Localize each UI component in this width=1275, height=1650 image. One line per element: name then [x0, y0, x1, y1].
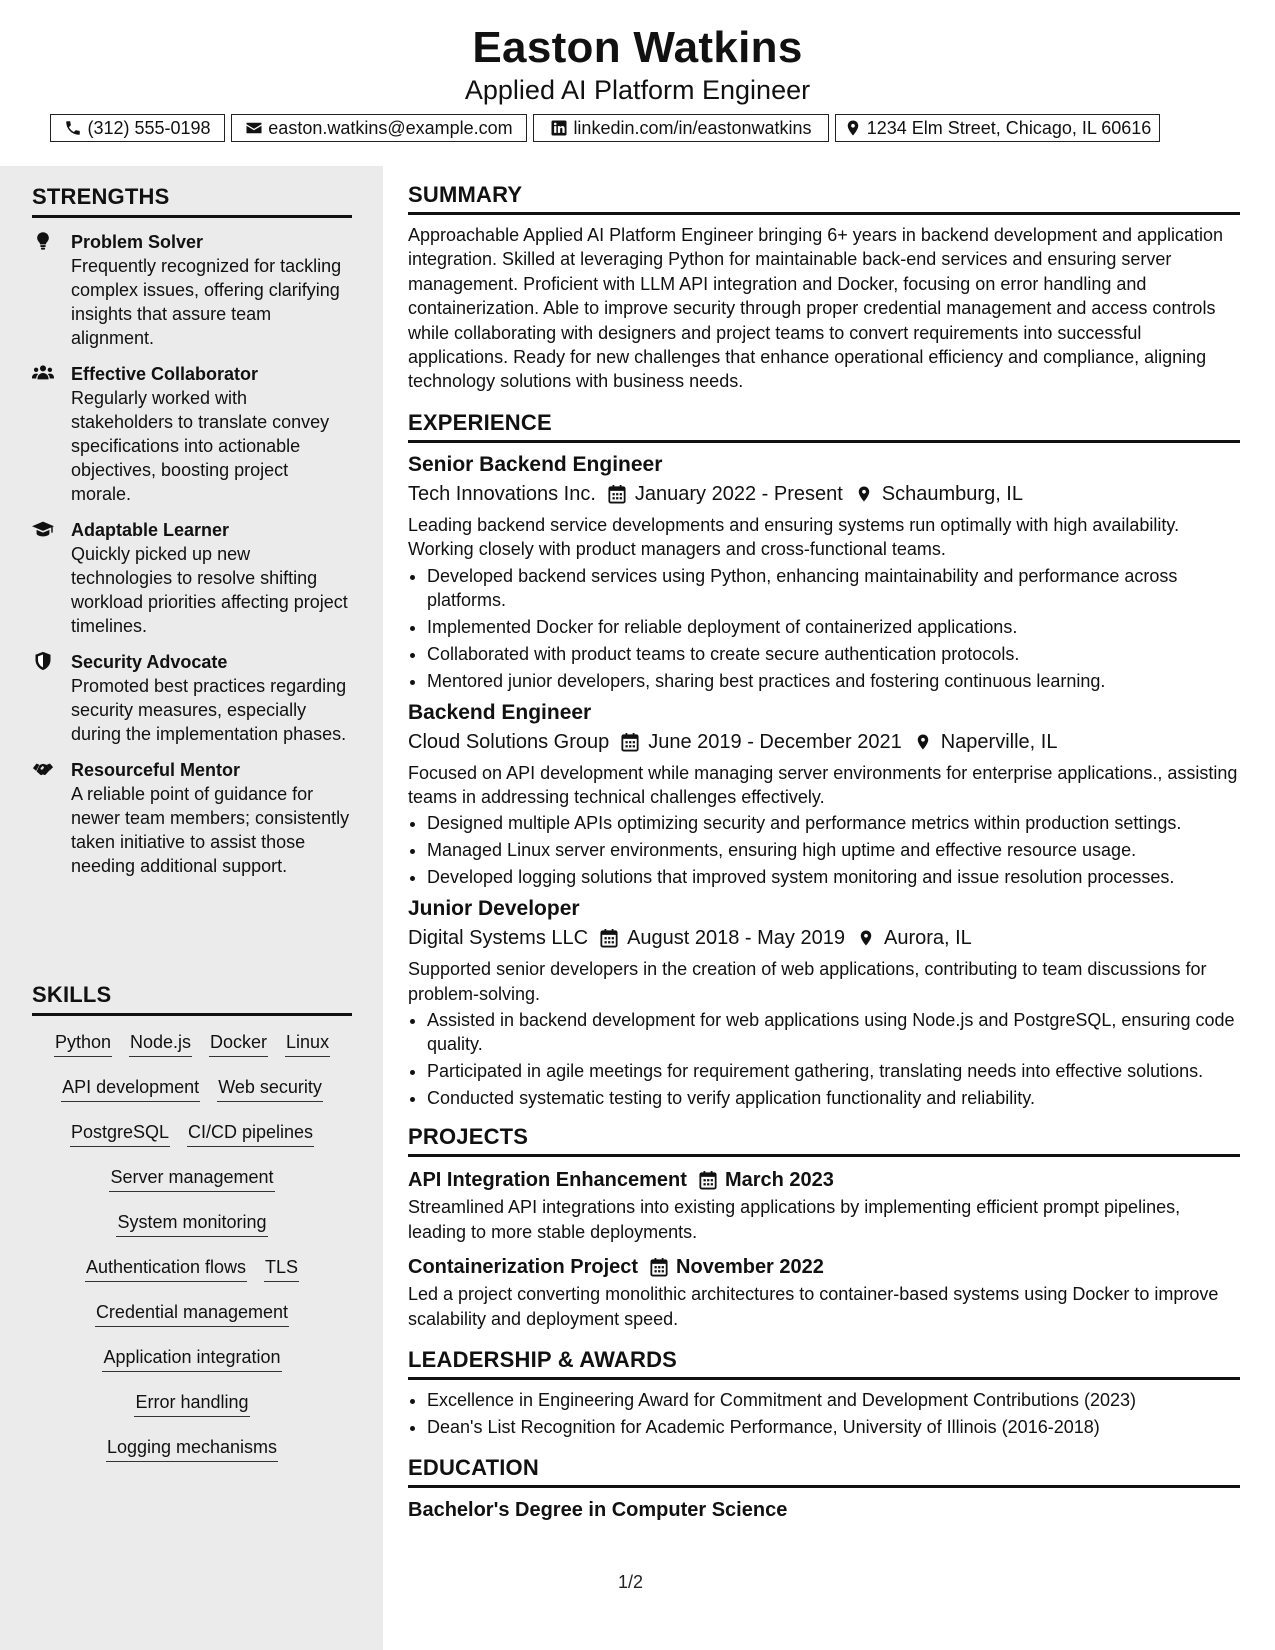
skills-section [32, 982, 352, 1476]
project-name: Containerization Project [408, 1256, 639, 1279]
job-bullet: • Managed Linux server environments, ensuring high uptime and effective resource usage. [427, 838, 1240, 862]
skill-row [32, 1431, 352, 1476]
job-bullet: • Participated in agile meetings for requirement gathering, translating needs into effective solutions. [427, 1059, 1240, 1083]
experience-rule [408, 440, 1240, 443]
skill-tag: API development [61, 1071, 200, 1102]
lightbulb-icon [32, 231, 54, 251]
job-bullet: • Mentored junior developers, sharing best practices and fostering continuous learning. [427, 669, 1240, 693]
skill-row [32, 1251, 352, 1296]
job-bullet: • Assisted in backend development for web applications using Node.js and PostgreSQL, ensuring code quality. [427, 1008, 1240, 1056]
skills-list [32, 1026, 352, 1476]
summary-heading: SUMMARY [408, 182, 523, 207]
skill-row [32, 1386, 352, 1431]
skill-tag: Authentication flows [85, 1251, 247, 1282]
skill-tag: Docker [209, 1026, 268, 1057]
job-dates: August 2018 - May 2019 [627, 927, 845, 950]
page-number: 1/2 [618, 1572, 644, 1592]
awards-section [408, 1343, 1240, 1439]
strength-desc: Frequently recognized for tackling complex issues, offering clarifying insights that assure team alignment. [71, 256, 342, 348]
skills-rule [32, 1013, 352, 1016]
contact-address[interactable] [835, 114, 1160, 142]
skill-tag: Node.js [129, 1026, 192, 1057]
strength-item [32, 758, 352, 878]
strengths-heading: STRENGTHS [32, 184, 170, 209]
address-text: 1234 Elm Street, Chicago, IL 60616 [866, 117, 1152, 138]
calendar-icon [608, 484, 626, 504]
main-column [408, 166, 1240, 1536]
skill-tag: Error handling [134, 1386, 249, 1417]
job-entry [408, 451, 1240, 693]
job-meta [408, 923, 1240, 953]
map-pin-icon [857, 928, 875, 948]
contact-bar [50, 114, 1225, 144]
strength-item [32, 230, 352, 350]
resume-header [0, 0, 1275, 160]
skill-row [32, 1161, 352, 1206]
job-entry [408, 895, 1240, 1110]
job-bullet: • Conducted systematic testing to verify application functionality and reliability. [427, 1086, 1240, 1110]
job-title: Senior Backend Engineer [408, 452, 663, 476]
job-dates: June 2019 - December 2021 [648, 730, 902, 753]
skill-tag: Linux [285, 1026, 330, 1057]
strength-desc: Quickly picked up new technologies to resolve shifting workload priorities affecting project timelines. [71, 544, 348, 636]
project-header [408, 1252, 1240, 1282]
strength-desc: Promoted best practices regarding security measures, especially during the implementation phases. [71, 676, 347, 744]
skill-tag: CI/CD pipelines [187, 1116, 314, 1147]
skill-row [32, 1071, 352, 1116]
skill-tag: PostgreSQL [70, 1116, 170, 1147]
award-item: • Excellence in Engineering Award for Commitment and Development Contributions (2023) [427, 1388, 1240, 1412]
job-title: Backend Engineer [408, 700, 592, 724]
strength-desc: Regularly worked with stakeholders to translate convey specifications into actionable objectives, boosting project morale. [71, 388, 330, 504]
skill-row [32, 1296, 352, 1341]
project-entry [408, 1165, 1240, 1244]
job-company: Cloud Solutions Group [408, 730, 610, 753]
sidebar [0, 166, 383, 1650]
skill-row [32, 1206, 352, 1251]
strength-name: Effective Collaborator [71, 364, 259, 384]
phone-text: (312) 555-0198 [87, 117, 211, 138]
job-description: Leading backend service developments and ensuring systems run optimally with high availability. Working closely with product managers and cross-functional teams. [408, 514, 1180, 560]
calendar-icon [600, 928, 618, 948]
map-pin-icon [914, 732, 932, 752]
skill-tag: Python [54, 1026, 112, 1057]
candidate-title: Applied AI Platform Engineer [464, 75, 811, 105]
job-location: Schaumburg, IL [881, 482, 1023, 505]
strengths-rule [32, 215, 352, 218]
skill-tag: TLS [264, 1251, 299, 1282]
contact-linkedin[interactable] [533, 114, 829, 142]
strength-name: Security Advocate [71, 652, 228, 672]
strength-name: Adaptable Learner [71, 520, 230, 540]
strength-desc: A reliable point of guidance for newer team members; consistently taken initiative to assist those needing additional support. [71, 784, 350, 876]
skill-tag: System monitoring [116, 1206, 267, 1237]
calendar-icon [650, 1257, 668, 1277]
job-company: Tech Innovations Inc. [408, 482, 596, 505]
job-bullet: • Designed multiple APIs optimizing security and performance metrics within production settings. [427, 811, 1240, 835]
job-title: Junior Developer [408, 897, 580, 921]
graduation-cap-icon [32, 519, 54, 539]
strength-item [32, 362, 352, 506]
project-description: Led a project converting monolithic architectures to container-based systems using Docker to improve scalability and deployment speed. [408, 1284, 1219, 1329]
job-bullet: • Collaborated with product teams to create secure authentication protocols. [427, 642, 1240, 666]
project-description: Streamlined API integrations into existing applications by implementing efficient prompt pipelines, leading to more stable deployments. [408, 1197, 1181, 1242]
job-meta [408, 727, 1240, 757]
awards-rule [408, 1377, 1240, 1380]
skill-row [32, 1341, 352, 1386]
skill-tag: Logging mechanisms [106, 1431, 278, 1462]
skill-row [32, 1026, 352, 1071]
job-bullets [408, 564, 1240, 693]
job-description: Supported senior developers in the creation of web applications, contributing to team discussions for problem-solving. [408, 959, 1207, 1004]
envelope-icon [245, 119, 263, 137]
projects-heading: PROJECTS [408, 1124, 529, 1150]
strength-item [32, 650, 352, 746]
project-date: March 2023 [724, 1169, 834, 1192]
projects-rule [408, 1154, 1240, 1157]
job-company: Digital Systems LLC [408, 927, 589, 950]
awards-list [408, 1388, 1240, 1439]
contact-phone[interactable] [50, 114, 225, 142]
email-text: easton.watkins@example.com [268, 117, 513, 138]
award-item: • Dean's List Recognition for Academic Performance, University of Illinois (2016-2018) [427, 1415, 1240, 1439]
job-bullets [408, 811, 1240, 889]
project-header [408, 1165, 1240, 1195]
phone-icon [64, 119, 82, 137]
project-date: November 2022 [676, 1256, 824, 1279]
skill-tag: Application integration [102, 1341, 281, 1372]
strength-name: Resourceful Mentor [71, 760, 241, 780]
strength-name: Problem Solver [71, 232, 204, 252]
skill-row [32, 1116, 352, 1161]
skill-tag: Server management [109, 1161, 274, 1192]
job-location: Naperville, IL [940, 730, 1058, 753]
shield-icon [32, 651, 54, 671]
map-pin-icon [844, 119, 862, 137]
job-bullet: • Developed backend services using Python, enhancing maintainability and performance across platforms. [427, 564, 1240, 612]
linkedin-icon [550, 119, 568, 137]
contact-email[interactable] [231, 114, 527, 142]
job-dates: January 2022 - Present [634, 482, 843, 505]
project-entry [408, 1252, 1240, 1331]
job-meta [408, 479, 1240, 509]
awards-heading: LEADERSHIP & AWARDS [408, 1346, 678, 1372]
job-bullet: • Implemented Docker for reliable deployment of containerized applications. [427, 615, 1240, 639]
summary-rule [408, 212, 1240, 215]
experience-section [408, 406, 1240, 1110]
candidate-name: Easton Watkins [472, 23, 803, 72]
experience-heading: EXPERIENCE [408, 409, 552, 435]
calendar-icon [621, 732, 639, 752]
education-heading: EDUCATION [408, 1454, 539, 1480]
education-rule [408, 1485, 1240, 1488]
project-name: API Integration Enhancement [408, 1169, 687, 1192]
summary-text: Approachable Applied AI Platform Engineer bringing 6+ years in backend development and application integration. Skilled at leveraging Python for maintainable back-end services and ensuring server management. Proficient with LLM API integration and Docker, focusing on error handling and containerization. Able to improve security through proper credential management and access controls while collaborating with designers and project teams to convert requirements into successful applications. Ready for new challenges that enhance operational efficiency and compliance, aligning technology solutions with business needs. [408, 225, 1224, 392]
linkedin-text: linkedin.com/in/eastonwatkins [573, 117, 812, 138]
education-degree: Bachelor's Degree in Computer Science [408, 1498, 788, 1521]
job-location: Aurora, IL [883, 927, 972, 950]
calendar-icon [699, 1170, 717, 1190]
education-section [408, 1451, 1240, 1524]
strengths-section [32, 184, 352, 878]
summary-section [408, 166, 1240, 394]
strength-item [32, 518, 352, 638]
job-description: Focused on API development while managing server environments for enterprise applications., assisting teams in addressing technical challenges effectively. [408, 762, 1238, 808]
skill-tag: Credential management [95, 1296, 289, 1327]
job-bullet: • Developed logging solutions that improved system monitoring and issue resolution processes. [427, 865, 1240, 889]
map-pin-icon [855, 484, 873, 504]
handshake-icon [32, 759, 54, 779]
job-entry [408, 699, 1240, 890]
skills-heading: SKILLS [32, 982, 112, 1007]
projects-section [408, 1122, 1240, 1331]
job-bullets [408, 1008, 1240, 1110]
users-icon [32, 363, 54, 383]
skill-tag: Web security [217, 1071, 323, 1102]
